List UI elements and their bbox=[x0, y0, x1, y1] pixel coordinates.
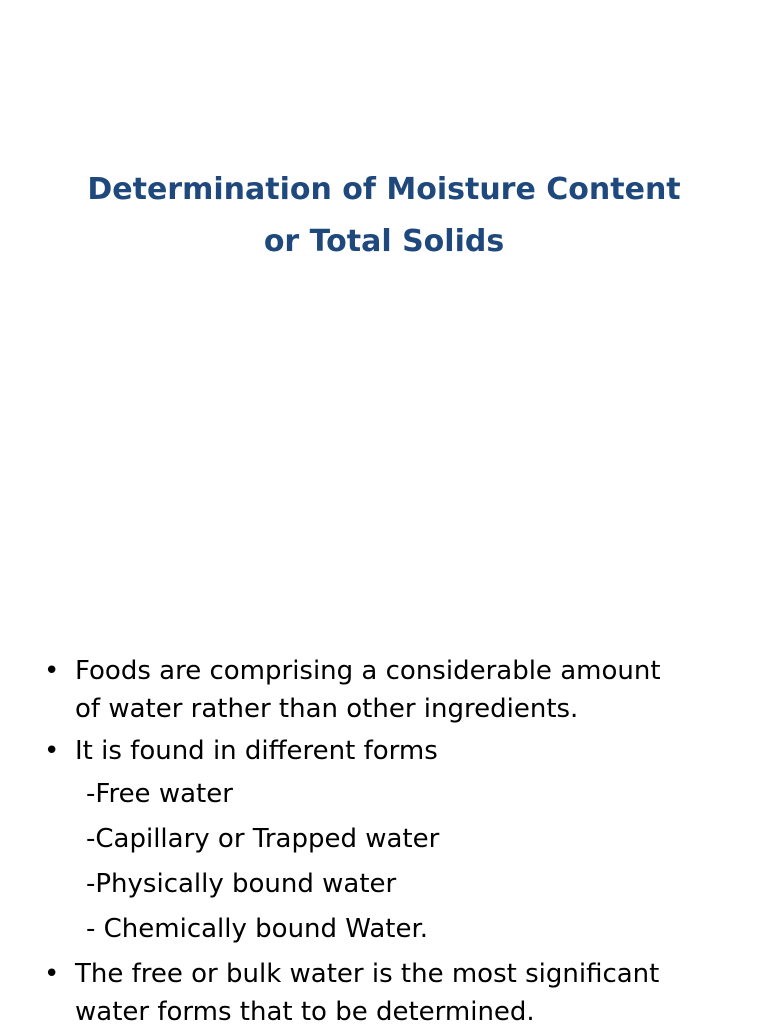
bullet-item-1 bbox=[44, 652, 744, 728]
bullet-2-line-1: It is found in different forms bbox=[75, 736, 438, 766]
bullet-dot-icon: • bbox=[44, 736, 60, 766]
title-line-1: Determination of Moisture Content bbox=[87, 172, 681, 207]
bullet-item-3 bbox=[44, 955, 744, 1024]
sub-item-free-water: -Free water bbox=[86, 779, 233, 809]
sub-item-capillary-water: -Capillary or Trapped water bbox=[86, 824, 440, 854]
bullet-dot-icon: • bbox=[44, 656, 60, 686]
sub-item-chemically-bound-water: - Chemically bound Water. bbox=[86, 914, 429, 944]
bullet-1-line-2: of water rather than other ingredients. bbox=[75, 694, 579, 724]
bullet-3-line-2: water forms that to be determined. bbox=[75, 997, 535, 1024]
bullet-3-line-1: The free or bulk water is the most significant bbox=[75, 959, 660, 989]
bullet-dot-icon: • bbox=[44, 959, 60, 989]
bullet-item-2 bbox=[44, 732, 744, 770]
title-line-2: or Total Solids bbox=[263, 224, 505, 259]
sub-item-physically-bound-water: -Physically bound water bbox=[86, 869, 397, 899]
bullet-1-line-1: Foods are comprising a considerable amount bbox=[75, 656, 661, 686]
slide-body bbox=[44, 652, 744, 1024]
slide-title bbox=[30, 164, 738, 268]
